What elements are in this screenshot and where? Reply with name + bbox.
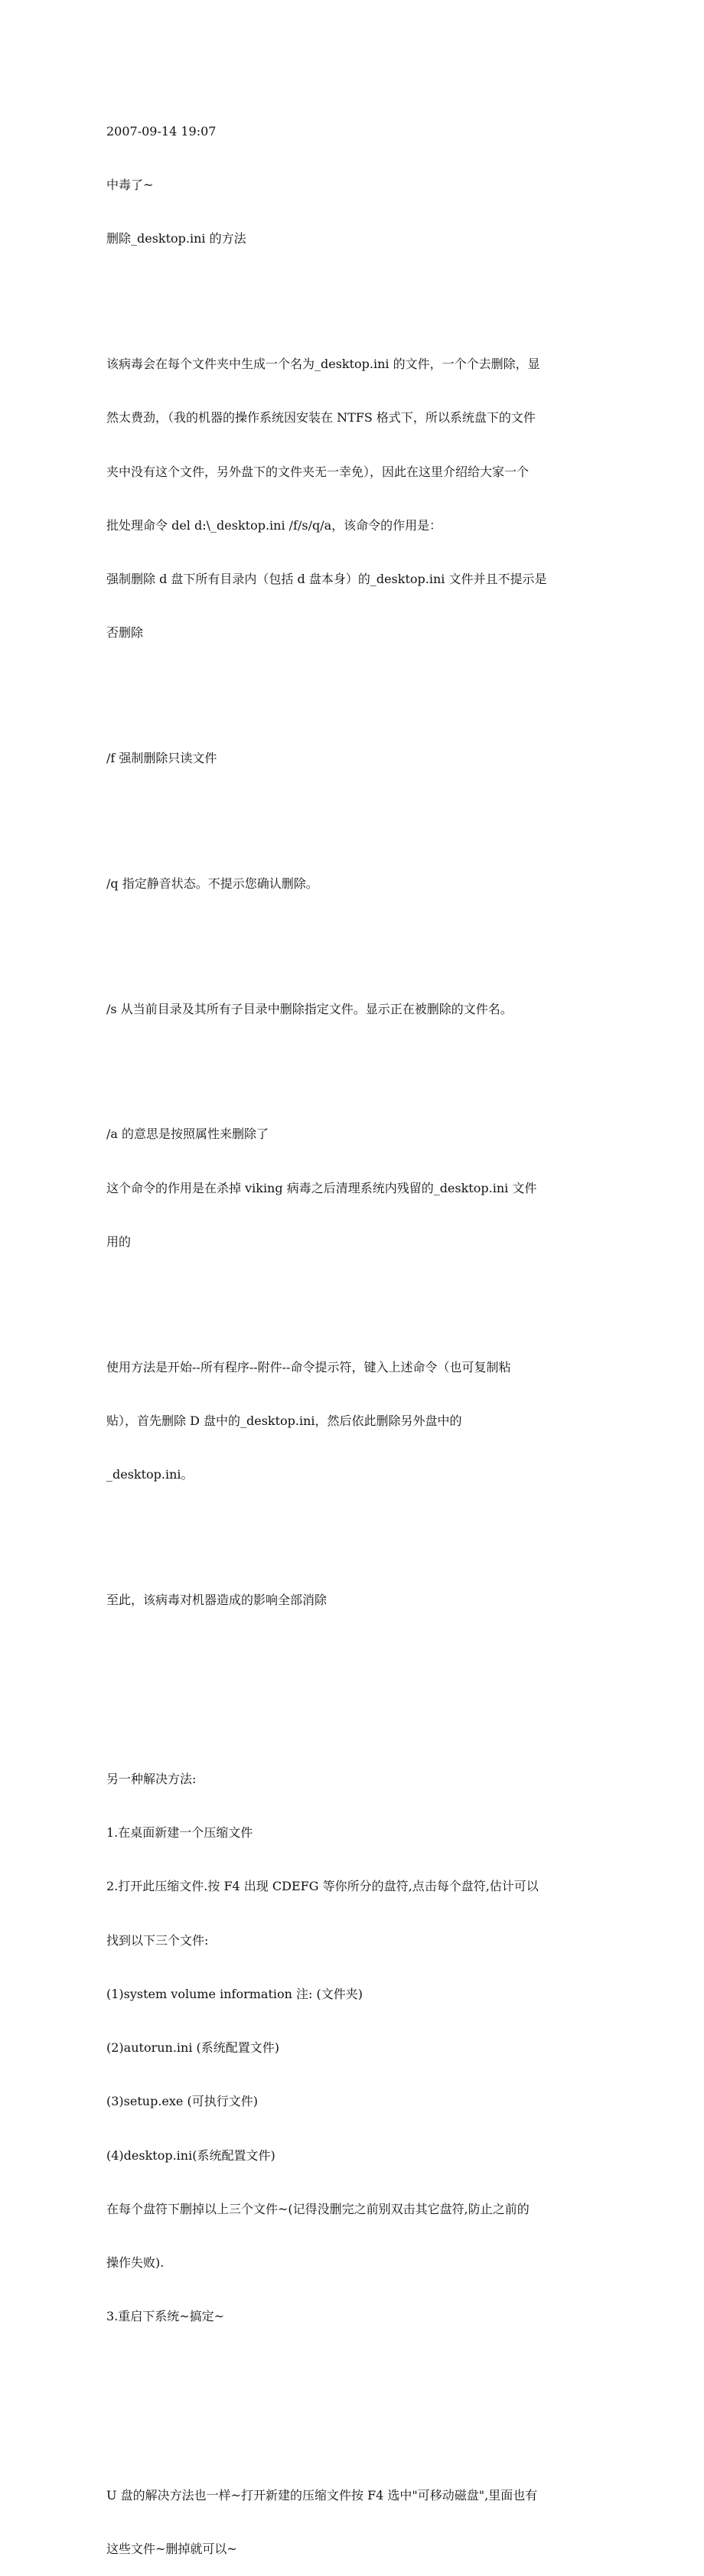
spacer	[106, 677, 611, 695]
usage-line: _desktop.ini。	[106, 1467, 194, 1482]
intro-line: 夹中没有这个文件，另外盘下的文件夹无一幸免），因此在这里介绍给大家一个	[106, 464, 530, 479]
alt-method-step: 操作失败).	[106, 2255, 165, 2271]
alt-method-file-item: (4)desktop.ini(系统配置文件)	[106, 2147, 275, 2163]
spacer	[106, 1645, 611, 1662]
intro-line: 否删除	[106, 625, 144, 641]
switch-f-line: /f 强制删除只读文件	[106, 751, 217, 765]
usb-method-line: U 盘的解决方法也一样~打开新建的压缩文件按 F4 选中"可移动磁盘",里面也有	[106, 2488, 538, 2503]
switch-q-line: /q 指定静音状态。不提示您确认删除。	[106, 876, 318, 891]
document-body	[106, 86, 611, 2576]
alt-method-file-item: (2)autorun.ini (系统配置文件)	[106, 2040, 280, 2056]
alt-method-step: 2.打开此压缩文件.按 F4 出现 CDEFG 等你所分的盘符,点击每个盘符,估计可以	[106, 1879, 539, 1894]
spacer	[106, 1519, 611, 1537]
post-title: 删除_desktop.ini 的方法	[106, 231, 246, 246]
usage-line: 贴），首先删除 D 盘中的_desktop.ini，然后依此删除另外盘中的	[106, 1413, 462, 1428]
alt-method-heading: 另一种解决方法:	[106, 1772, 197, 1787]
intro-line: 该病毒会在每个文件夹中生成一个名为_desktop.ini 的文件，一个个去删除，显	[106, 357, 540, 372]
usb-method-line: 这些文件~删掉就可以~	[106, 2542, 237, 2557]
alt-method-step: 找到以下三个文件:	[106, 1932, 209, 1948]
post-subtitle: 中毒了~	[106, 178, 154, 193]
spacer	[106, 928, 611, 946]
spacer	[106, 1054, 611, 1071]
alt-method-step: 1.在桌面新建一个压缩文件	[106, 1825, 253, 1841]
purpose-line: 这个命令的作用是在杀掉 viking 病毒之后清理系统内残留的_desktop.ini 文件	[106, 1180, 537, 1195]
alt-method-step: 在每个盘符下删掉以上三个文件~(记得没删完之前别双击其它盘符,防止之前的	[106, 2201, 530, 2216]
alt-method-file-item: (1)system volume information 注: (文件夹)	[106, 1986, 363, 2001]
post-date: 2007-09-14 19:07	[106, 123, 217, 139]
intro-line: 批处理命令 del d:\_desktop.ini /f/s/q/a，该命令的作用是：	[106, 517, 442, 533]
usage-line: 使用方法是开始--所有程序--附件--命令提示符，键入上述命令（也可复制粘	[106, 1359, 511, 1374]
intro-line: 然太费劲，（我的机器的操作系统因安装在 NTFS 格式下，所以系统盘下的文件	[106, 410, 536, 426]
intro-line: 强制删除 d 盘下所有目录内（包括 d 盘本身）的_desktop.ini 文件并且不提示是	[106, 571, 547, 586]
spacer	[106, 2415, 611, 2433]
spacer	[106, 803, 611, 820]
alt-method-file-item: (3)setup.exe (可执行文件)	[106, 2094, 258, 2109]
alt-method-step: 3.重启下系统~搞定~	[106, 2309, 225, 2324]
spacer	[106, 1698, 611, 1716]
spacer	[106, 283, 611, 301]
spacer	[106, 2361, 611, 2379]
purpose-line: 用的	[106, 1234, 132, 1249]
switch-a-line: /a 的意思是按照属性来删除了	[106, 1127, 269, 1142]
switch-s-line: /s 从当前目录及其所有子目录中删除指定文件。显示正在被删除的文件名。	[106, 1001, 513, 1016]
spacer	[106, 1286, 611, 1304]
conclusion-line: 至此，该病毒对机器造成的影响全部消除	[106, 1593, 328, 1608]
